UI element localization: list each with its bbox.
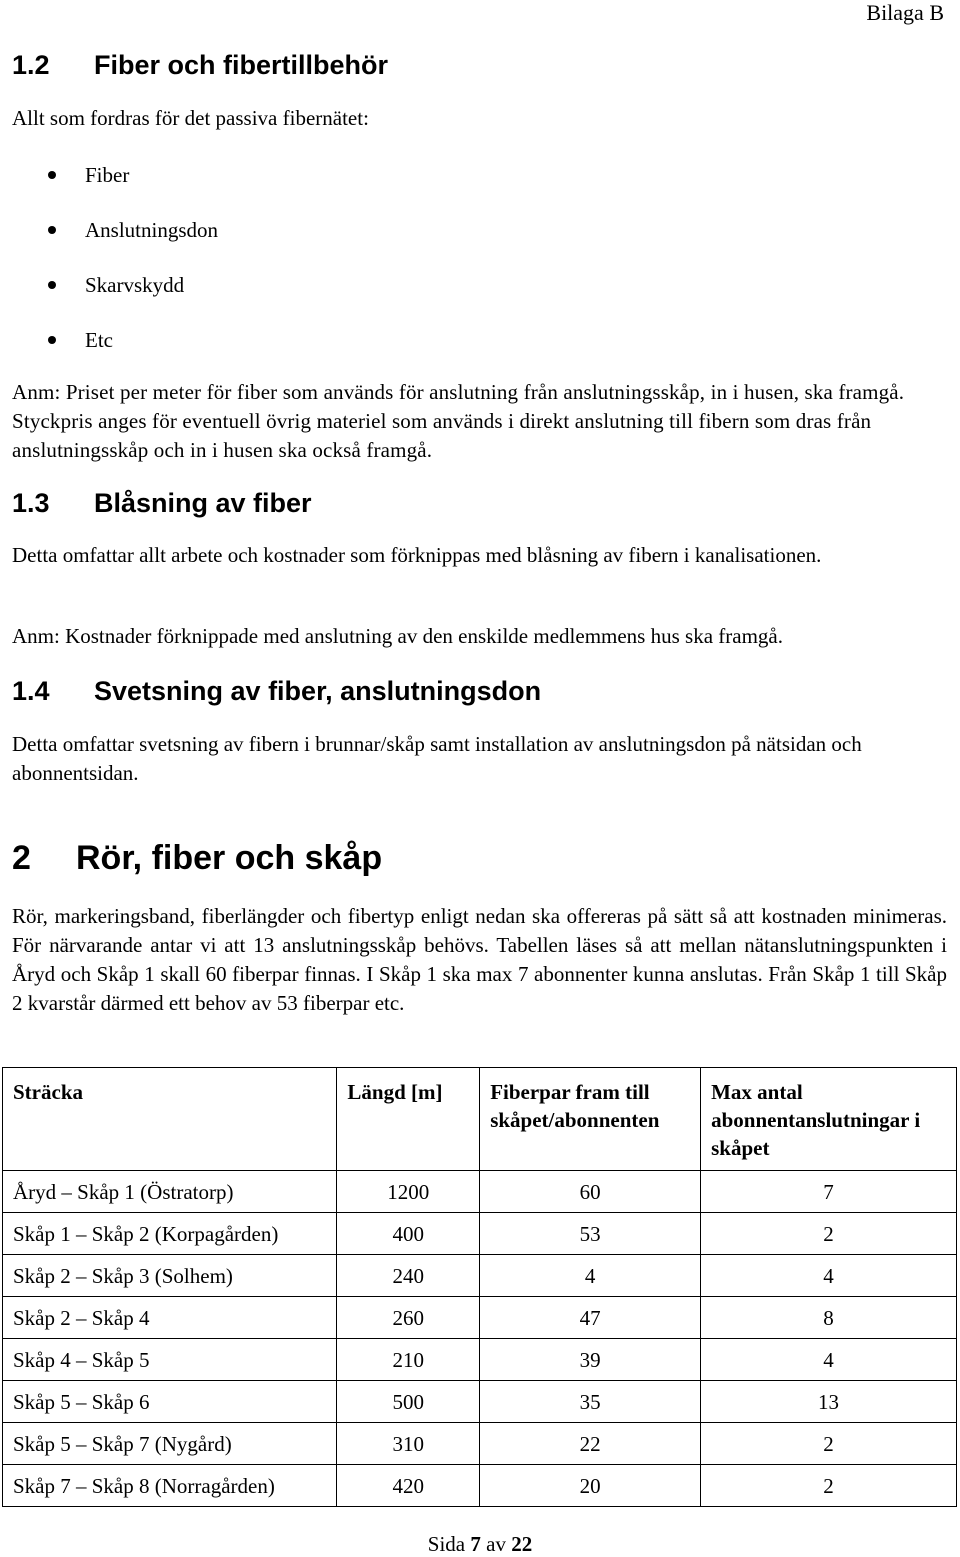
table-row <box>3 1465 957 1507</box>
max-subscribers-cell: 8 <box>701 1297 957 1339</box>
list-item: Fiber <box>40 160 218 215</box>
length-cell: 400 <box>337 1213 480 1255</box>
route-cell: Skåp 7 – Skåp 8 (Norragården) <box>3 1465 337 1507</box>
section-number: 2 <box>12 839 31 877</box>
max-subscribers-cell: 13 <box>701 1381 957 1423</box>
route-cell: Skåp 2 – Skåp 4 <box>3 1297 337 1339</box>
section-1-2-intro: Allt som fordras för det passiva fibernätet: <box>12 106 369 130</box>
table-row <box>3 1381 957 1423</box>
bullet-icon <box>48 226 56 234</box>
section-title: Rör, fiber och skåp <box>76 839 383 877</box>
fiber-pairs-cell: 53 <box>480 1213 701 1255</box>
bullet-icon <box>48 171 56 179</box>
section-title: Svetsning av fiber, anslutningsdon <box>94 676 542 706</box>
length-cell: 310 <box>337 1423 480 1465</box>
appendix-label: Bilaga B <box>866 0 944 25</box>
table-row <box>3 1255 957 1297</box>
route-cell: Skåp 5 – Skåp 7 (Nygård) <box>3 1423 337 1465</box>
route-cell: Skåp 4 – Skåp 5 <box>3 1339 337 1381</box>
page-number: 7 <box>470 1532 481 1556</box>
length-cell: 420 <box>337 1465 480 1507</box>
length-cell: 260 <box>337 1297 480 1339</box>
length-cell: 210 <box>337 1339 480 1381</box>
fiber-pairs-cell: 20 <box>480 1465 701 1507</box>
max-subscribers-cell: 2 <box>701 1465 957 1507</box>
section-1-3-note: Anm: Kostnader förknippade med anslutning av den enskilde medlemmens hus ska framgå. <box>12 624 783 648</box>
max-subscribers-cell: 2 <box>701 1423 957 1465</box>
section-1-3-text: Detta omfattar allt arbete och kostnader som förknippas med blåsning av fibern i kanalisationen. <box>12 543 822 567</box>
list-item: Anslutningsdon <box>40 215 218 270</box>
section-1-4-text: Detta omfattar svetsning av fibern i brunnar/skåp samt installation av anslutningsdon på nätsidan och abonnentsidan. <box>12 732 862 785</box>
fiber-pairs-cell: 39 <box>480 1339 701 1381</box>
section-title: Blåsning av fiber <box>94 488 312 518</box>
section-1-4-heading <box>12 676 541 707</box>
list-item: Skarvskydd <box>40 270 218 325</box>
section-1-3-heading <box>12 488 312 519</box>
max-subscribers-cell: 4 <box>701 1339 957 1381</box>
bullet-icon <box>48 336 56 344</box>
fiber-pairs-cell: 60 <box>480 1171 701 1213</box>
table-row <box>3 1423 957 1465</box>
page-footer <box>0 1532 960 1557</box>
section-1-2-note: Anm: Priset per meter för fiber som används för anslutning från anslutningsskåp, in i husen, ska framgå. Styckpris anges för eventuell övrig materiel som används i direkt anslutning till fibern som dras från anslutningsskåp och in i husen ska också framgå. <box>12 380 905 462</box>
bullet-icon <box>48 281 56 289</box>
table-row <box>3 1213 957 1255</box>
section-2-text: Rör, markeringsband, fiberlängder och fibertyp enligt nedan ska offereras på sätt så att kostnaden minimeras. För närvarande antar vi att 13 anslutningsskåp behövs. Tabellen läses så att mellan nätanslutningspunkten i Åryd och Skåp 1 skall 60 fiberpar finnas. I Skåp 1 ska max 7 abonnenter kunna anslutas. Från Skåp 1 till Skåp 2 kvarstår därmed ett behov av 53 fiberpar etc. <box>12 904 947 1015</box>
route-cell: Åryd – Skåp 1 (Östratorp) <box>3 1171 337 1213</box>
length-cell: 500 <box>337 1381 480 1423</box>
length-cell: 1200 <box>337 1171 480 1213</box>
route-cell: Skåp 2 – Skåp 3 (Solhem) <box>3 1255 337 1297</box>
page-label: Sida <box>427 1532 471 1556</box>
section-number: 1.2 <box>12 50 50 80</box>
route-cell: Skåp 5 – Skåp 6 <box>3 1381 337 1423</box>
max-subscribers-cell: 2 <box>701 1213 957 1255</box>
column-header: Fiberpar fram till skåpet/abonnenten <box>480 1068 701 1171</box>
table-row <box>3 1297 957 1339</box>
max-subscribers-cell: 4 <box>701 1255 957 1297</box>
list-item: Etc <box>40 325 218 380</box>
fiber-pairs-cell: 22 <box>480 1423 701 1465</box>
column-header: Max antal abonnentanslutningar i skåpet <box>701 1068 957 1171</box>
section-number: 1.4 <box>12 676 50 706</box>
section-1-2-heading <box>12 50 388 81</box>
max-subscribers-cell: 7 <box>701 1171 957 1213</box>
fiber-pairs-cell: 47 <box>480 1297 701 1339</box>
fiber-pairs-cell: 35 <box>480 1381 701 1423</box>
page-total: 22 <box>511 1532 533 1556</box>
table-header-row <box>3 1068 957 1171</box>
section-2-heading <box>12 839 382 878</box>
section-number: 1.3 <box>12 488 50 518</box>
route-cell: Skåp 1 – Skåp 2 (Korpagården) <box>3 1213 337 1255</box>
section-title: Fiber och fibertillbehör <box>94 50 389 80</box>
fiber-pairs-cell: 4 <box>480 1255 701 1297</box>
page-separator: av <box>480 1532 512 1556</box>
length-cell: 240 <box>337 1255 480 1297</box>
fiber-route-table <box>2 1067 957 1507</box>
table-row <box>3 1171 957 1213</box>
table-row <box>3 1339 957 1381</box>
materials-list <box>40 160 218 380</box>
column-header: Sträcka <box>3 1068 337 1171</box>
column-header: Längd [m] <box>337 1068 480 1171</box>
